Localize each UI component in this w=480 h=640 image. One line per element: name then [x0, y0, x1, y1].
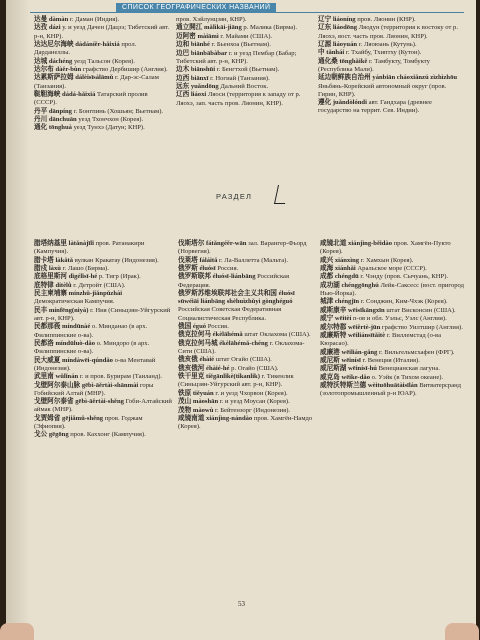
entry-hanzi: 丹川 — [34, 115, 48, 123]
entry-pinyin: mǎlìkāi-jiāng — [204, 24, 242, 32]
entry-russian: р. Малика (Бирма). — [243, 24, 297, 32]
entry-pinyin: wēike-dǎo — [341, 373, 371, 381]
entry-russian: Россия. — [207, 322, 229, 330]
entry-hanzi: 通立開江 — [176, 24, 203, 32]
entry-hanzi: 伐斯塔尔 — [178, 240, 205, 247]
entry-pinyin: wēisīkāngxīn — [348, 306, 385, 314]
entry-pinyin: wēiěrtè-jūn — [348, 323, 381, 331]
entry-hanzi: 丹平 — [34, 107, 48, 115]
entry-pinyin: biānshūi — [190, 66, 216, 74]
entry-pinyin: làkǎtǎ — [55, 256, 74, 264]
entry-pinyin: biānbābàbar — [190, 49, 228, 57]
entry-hanzi: 辽东 — [318, 24, 332, 32]
entry-russian: г. Детройт (США). — [73, 281, 126, 289]
entry-pinyin: làxù — [48, 264, 61, 272]
entry-hanzi: 咸兴 — [320, 256, 334, 264]
entry-hanzi: 迈阿密 — [176, 32, 196, 40]
entry-pinyin: mínfēng(niyà) — [48, 306, 89, 314]
glossary-entry — [318, 16, 464, 24]
entry-hanzi: 达孜 — [34, 24, 48, 32]
entry-pinyin: wǔlǐnán — [55, 373, 79, 381]
entry-hanzi: 俄罗斯苏维埃联邦社会主义共和国 — [178, 289, 277, 297]
entry-pinyin: ditèlǜ — [55, 281, 72, 289]
entry-russian: о. Минданао (в арх. Филиппинские о-ва). — [34, 323, 148, 339]
entry-russian: г. Ногиай (Танзания). — [210, 74, 270, 82]
glossary-entry — [320, 240, 464, 256]
glossary-entry — [34, 24, 170, 40]
page-number: 53 — [238, 600, 245, 608]
entry-pinyin: gēgōng — [48, 431, 69, 439]
entry-pinyin: éluósī-liánbāng — [212, 273, 256, 281]
entry-pinyin: gēbì-āěrtài-shěng — [75, 398, 124, 406]
entry-hanzi: 鞑靼海峡 — [34, 90, 61, 98]
entry-russian: г. Дар-эс-Салам (Танзания). — [34, 74, 159, 90]
glossary-entry — [320, 282, 464, 298]
entry-russian: пров. Хамгён-Намдо (Корея). — [178, 414, 313, 431]
glossary-entry — [178, 265, 316, 273]
entry-pinyin: wēinísī — [341, 356, 361, 364]
entry-russian: Витватерсранд (золотопромышленный р-н ЮАР). — [320, 382, 462, 398]
glossary-entry — [178, 373, 316, 389]
glossary-entry — [320, 349, 464, 357]
entry-russian: г. и пров. Бурирам (Таиланд). — [79, 373, 163, 381]
glossary-entry — [34, 265, 172, 273]
entry-russian: Лейк-Саксесс (вост. пригород Нью-Йорка). — [320, 281, 465, 297]
entry-hanzi: 茂山 — [178, 398, 192, 406]
entry-hanzi: 俄亥俄河 — [178, 364, 205, 372]
entry-hanzi: 威尔特郡 — [320, 323, 347, 331]
entry-hanzi: 戈贾姆省 — [34, 414, 61, 422]
entry-russian: г. Бьенхоа (Вьетнам). — [211, 41, 271, 49]
entry-hanzi: 武里南 — [34, 373, 54, 381]
entry-russian: о-ва Ментавай (Индонезия). — [34, 356, 156, 372]
entry-russian: г. Лашо (Бирма). — [62, 264, 109, 272]
entry-hanzi: 俄克拉何马 — [178, 331, 211, 339]
glossary-entry — [320, 315, 464, 323]
entry-pinyin: míndūluò-dǎo — [55, 339, 96, 347]
entry-russian: Российская Советская Федеративная Социалистическая Республика. — [178, 306, 282, 322]
entry-hanzi: 底格里斯河 — [34, 273, 67, 281]
entry-russian: г. Бенгтхой (Вьетнам). — [216, 66, 280, 74]
entry-russian: г. Тхайбу, Тхиптху (Кутон). — [345, 49, 422, 57]
glossary-entry — [318, 58, 464, 74]
glossary-entry — [34, 415, 172, 431]
entry-russian: г. Бейтензорг (Индонезия). — [215, 406, 291, 414]
entry-russian: г. Ла-Валлетта (Мальта). — [219, 256, 289, 264]
glossary-entry — [176, 50, 312, 66]
entry-pinyin: fátǎngéěr-wān — [206, 240, 247, 247]
entry-hanzi: 腊戍 — [34, 264, 48, 272]
entry-russian: г. Виллемстад (о-ва Кюрасао). — [320, 331, 442, 348]
glossary-entry — [320, 332, 464, 348]
glossary-entry — [320, 307, 464, 315]
glossary-entry — [34, 357, 172, 373]
entry-hanzi: 通化 — [34, 124, 48, 132]
entry-hanzi: 民大威夏 — [34, 356, 61, 364]
glossary-entry — [178, 240, 316, 256]
glossary-entry — [178, 415, 316, 431]
entry-pinyin: liáoyuán — [332, 40, 358, 48]
glossary-entry — [34, 116, 170, 124]
entry-hanzi: 俄国 — [178, 322, 192, 330]
entry-hanzi: 俄罗斯 — [178, 264, 198, 272]
bottom-column-2 — [178, 240, 316, 431]
entry-hanzi: 咸镜北道 — [320, 240, 347, 247]
glossary-entry — [318, 99, 464, 115]
glossary-entry — [34, 373, 172, 381]
entry-russian: горы Гобийский Алтай (МНР). — [34, 381, 154, 397]
glossary-entry — [320, 357, 464, 365]
entry-pinyin: dádáníěr-hǎixiá — [75, 40, 120, 48]
glossary-entry — [178, 273, 316, 289]
glossary-entry — [320, 273, 464, 281]
glossary-entry — [34, 108, 170, 116]
entry-russian: Аральское море (СССР). — [357, 264, 427, 272]
entry-hanzi: 威宁 — [320, 315, 334, 323]
entry-hanzi: 中 — [318, 49, 325, 57]
entry-pinyin: chénggōnghú — [341, 281, 379, 289]
entry-hanzi: 遵化 — [318, 99, 332, 107]
glossary-entry — [320, 365, 464, 373]
entry-pinyin: liáoxi — [190, 91, 207, 99]
glossary-entry — [318, 74, 464, 99]
glossary-entry — [34, 382, 172, 398]
glossary-entry — [318, 41, 464, 49]
entry-russian: уезд Тальсон (Корея). — [73, 57, 135, 65]
entry-pinyin: liáodōng — [332, 24, 358, 32]
bottom-column-3 — [320, 240, 464, 399]
entry-russian: г. Тамбукту, Томбукту (Республика Мали). — [318, 57, 430, 73]
entry-pinyin: biānxī — [190, 74, 209, 82]
entry-pinyin: màiāmì — [197, 32, 219, 40]
entry-hanzi: 达达尼尔海峡 — [34, 40, 74, 48]
glossary-entry — [318, 49, 464, 57]
glossary-entry — [34, 290, 172, 306]
glossary-entry — [34, 398, 172, 414]
entry-hanzi: 辽西 — [176, 91, 190, 99]
entry-russian: Татарский пролив (СССР). — [34, 90, 148, 107]
entry-russian: г. Чэнду (пров. Сычуань, КНР). — [360, 273, 449, 281]
entry-hanzi: 戈壁阿尔泰省 — [34, 398, 74, 406]
entry-russian: зал. Варангер-Фьорд (Норвегия). — [178, 240, 307, 256]
glossary-entry — [178, 331, 316, 339]
entry-hanzi: 俄克拉何马城 — [178, 339, 218, 347]
entry-russian: Россия. — [217, 264, 239, 272]
entry-hanzi: 铁原 — [178, 389, 192, 397]
entry-hanzi: 辽宁 — [318, 16, 332, 23]
entry-russian: штат Огайо (США). — [215, 356, 272, 364]
entry-hanzi: 成都 — [320, 273, 334, 281]
entry-hanzi: 民主柬埔寨 — [34, 290, 67, 298]
glossary-entry — [178, 365, 316, 373]
glossary-entry — [34, 273, 172, 281]
glossary-entry — [34, 41, 170, 57]
entry-hanzi: 边西 — [176, 74, 190, 82]
entry-russian: пров. Каххонг (Кампучия). — [70, 431, 146, 439]
entry-hanzi: 威廉港 — [320, 348, 340, 356]
entry-pinyin: liáoníng — [332, 16, 356, 23]
entry-pinyin: éluósī — [199, 264, 216, 272]
entry-russian: г. Даман (Индия). — [69, 16, 120, 23]
entry-hanzi: 民都洛 — [34, 339, 54, 347]
entry-pinyin: juǎndòlóndi — [332, 99, 367, 107]
entry-pinyin: tiěyuán — [192, 389, 214, 397]
entry-russian: пров. Ляонин (КНР). — [357, 16, 416, 23]
glossary-entry — [176, 16, 312, 24]
entry-pinyin: tǎnhái — [326, 49, 345, 57]
entry-russian: графство Дербишир (Англия). — [82, 65, 168, 73]
entry-hanzi: 威尼斯湖 — [320, 365, 347, 373]
entry-hanzi: 威廉斯特 — [320, 331, 347, 339]
entry-russian: о. Уэйк (в Тихом океане). — [371, 373, 444, 381]
entry-pinyin: xiánhǎi — [334, 264, 356, 272]
glossary-entry — [176, 24, 312, 32]
entry-russian: г. Сонджин, Ким-Чхэк (Корея). — [360, 298, 448, 306]
entry-russian: г. Бонгпинь (Хошьян; Вьетнам). — [73, 107, 164, 115]
glossary-entry — [318, 24, 464, 40]
entry-hanzi: 腊卡塔 — [34, 256, 54, 264]
entry-russian: г. и уезд Чхорвон (Корея). — [215, 389, 288, 397]
entry-pinyin: yánbiān cháoxiǎnzú zìzhìzhōu — [372, 74, 458, 82]
entry-pinyin: chéngdū — [334, 273, 359, 281]
entry-russian: Российская Федерация. — [178, 273, 290, 289]
glossary-entry — [178, 340, 316, 356]
entry-hanzi: 咸海 — [320, 264, 334, 272]
entry-hanzi: 戈壁阿尔泰山脉 — [34, 381, 81, 389]
entry-pinyin: làtǎnàjīlǐ — [68, 240, 94, 247]
top-column-1 — [34, 16, 170, 133]
glossary-entry — [34, 323, 172, 339]
glossary-entry — [34, 58, 170, 66]
entry-hanzi: 腊塔纳基里 — [34, 240, 67, 247]
entry-hanzi: 底特律 — [34, 281, 54, 289]
entry-hanzi: 戈公 — [34, 431, 48, 439]
entry-pinyin: xiánxìng — [334, 256, 360, 264]
glossary-entry — [178, 398, 316, 406]
entry-hanzi: 俄罗斯联邦 — [178, 273, 211, 281]
glossary-entry — [176, 66, 312, 74]
entry-russian: г. Тикенлик (Синьцзян-Уйгурский авт. р-н, КНР). — [178, 373, 294, 389]
entry-pinyin: gēbì-āěrtài-shānmài — [81, 381, 139, 389]
entry-russian: Дальний Восток. — [220, 82, 269, 90]
entry-russian: Яньбянь-Корейский автономный округ (пров. Гирин, КНР). — [318, 82, 447, 98]
entry-hanzi: 威尼斯 — [320, 356, 340, 364]
entry-pinyin: éhàié — [199, 356, 215, 364]
handwritten-mark — [274, 185, 289, 204]
entry-russian: уезд Тхончхон (Корея). — [78, 115, 144, 123]
entry-pinyin: chéngjīn — [334, 298, 360, 306]
entry-russian: пров. Годжам (Эфиопия). — [34, 414, 143, 430]
entry-russian: у. и уезд Дачен (Дацзэ; Тибетский авт. р-н, КНР). — [34, 24, 170, 40]
entry-russian: г. Ния (Синьцзян-Уйгурский авт. р-н, КНР). — [34, 306, 171, 322]
entry-pinyin: wēinísī-hú — [348, 365, 377, 373]
entry-hanzi: 咸镜南道 — [178, 414, 205, 422]
entry-pinyin: gējiǎmǔ-shěng — [62, 414, 104, 422]
glossary-entry — [178, 390, 316, 398]
entry-pinyin: míndàwēi-qúndǎo — [62, 356, 113, 364]
entry-pinyin: dálèisīsàlāmǔ — [75, 74, 114, 82]
entry-russian: г. Майами (США). — [220, 32, 273, 40]
entry-russian: г. Ляоюань (Кутунь). — [358, 40, 417, 48]
top-column-2 — [176, 16, 312, 108]
entry-pinyin: tōnghǎikě — [339, 57, 368, 65]
glossary-entry — [320, 374, 464, 382]
entry-pinyin: dàmàn — [48, 16, 69, 23]
entry-pinyin: dáchéng — [48, 57, 73, 65]
glossary-entry — [34, 91, 170, 107]
glossary-entry — [176, 91, 312, 107]
glossary-entry — [34, 16, 170, 24]
glossary-entry — [34, 282, 172, 290]
glossary-entry — [178, 257, 316, 265]
entry-russian: р. Огайо (США). — [231, 364, 279, 372]
entry-pinyin: wèituōhuātàisīlán — [367, 382, 418, 390]
entry-russian: пров. Ратанакири (Кампучия). — [34, 240, 145, 256]
thumb-left — [0, 623, 34, 640]
entry-pinyin: tiěgānlǐkè(tikanlik) — [206, 373, 260, 381]
entry-pinyin: míndūnàé — [62, 323, 91, 331]
entry-russian: Гоби-Алтайский аймак (МНР). — [34, 398, 172, 414]
entry-russian: прол. Дарданеллы. — [34, 40, 137, 57]
entry-pinyin: éluósī sūwéiāi liánbāng shèhuìzhǔyì gònghéguó — [178, 289, 295, 306]
entry-hanzi: 达累斯萨拉姆 — [34, 74, 74, 82]
entry-hanzi: 铁干里克 — [178, 373, 205, 381]
glossary-entry — [176, 33, 312, 41]
entry-russian: авт. Гандхара (древнее государство на террит. Сев. Индии). — [318, 99, 432, 115]
top-column-3 — [318, 16, 464, 116]
glossary-entry — [176, 83, 312, 91]
entry-pinyin: wēilián-gǎng — [341, 348, 378, 356]
glossary-entry — [320, 265, 464, 273]
running-header: СПИСОК ГЕОГРАФИЧЕСКИХ НАЗВАНИЙ — [116, 3, 276, 13]
entry-hanzi: 城津 — [320, 298, 334, 306]
entry-pinyin: fáláitǎ — [199, 256, 218, 264]
entry-russian: г. Оклахома-Сити (США). — [178, 339, 305, 355]
entry-hanzi: 威特沃特斯兰德 — [320, 382, 367, 390]
glossary-entry — [34, 74, 170, 90]
entry-pinyin: ékèlāhémǎ — [212, 331, 243, 339]
section-heading: РАЗДЕЛ — [216, 192, 253, 201]
entry-hanzi: 达城 — [34, 57, 48, 65]
entry-pinyin: dádá-hǎixiá — [62, 90, 96, 98]
entry-pinyin: xiánjìng-běidào — [348, 240, 392, 247]
glossary-entry — [178, 323, 316, 331]
glossary-entry — [178, 356, 316, 364]
entry-pinyin: tōnghuà — [48, 124, 72, 132]
entry-russian: Венецианская лагуна. — [378, 365, 440, 373]
entry-pinyin: éguó — [192, 322, 207, 330]
entry-russian: пров. Хамгён-Пукто (Корея). — [320, 240, 451, 256]
entry-russian: Демократическая Кампучия. — [34, 298, 115, 306]
entry-russian: уезд Тунхэ (Датун; КНР). — [73, 124, 145, 132]
glossary-entry — [34, 240, 172, 256]
entry-pinyin: màowù — [192, 406, 214, 414]
entry-russian: графство Уилтшир (Англия). — [381, 323, 463, 331]
entry-hanzi: 边和 — [176, 41, 190, 49]
entry-russian: р. Тигр (Ирак). — [98, 273, 141, 281]
entry-russian: вулкан Кракатау (Индонезия). — [74, 256, 159, 264]
entry-pinyin: wēitèí — [334, 315, 352, 323]
entry-hanzi: 民都那莪 — [34, 323, 61, 331]
glossary-entry — [176, 75, 312, 83]
entry-pinyin: yuǎndōng — [190, 82, 219, 90]
entry-hanzi: 辽源 — [318, 40, 332, 48]
entry-hanzi: 威斯康辛 — [320, 306, 347, 314]
glossary-entry — [320, 257, 464, 265]
entry-hanzi: 达曼 — [34, 16, 48, 23]
entry-hanzi: 达尔布 — [34, 65, 54, 73]
entry-hanzi: 成功湖 — [320, 281, 340, 289]
glossary-entry — [34, 431, 172, 439]
entry-pinyin: ékèlāhémǎ-chéng — [219, 339, 268, 347]
entry-russian: г. Венеция (Италия). — [362, 356, 420, 364]
page-gutter — [6, 0, 30, 640]
glossary-entry — [34, 257, 172, 265]
glossary-entry — [320, 382, 464, 398]
entry-hanzi: 远东 — [176, 82, 190, 90]
entry-russian: о. Миндоро (в арх. Филиппинские о-ва). — [34, 339, 150, 356]
entry-hanzi: 威克岛 — [320, 373, 340, 381]
entry-pinyin: màoshān — [192, 398, 219, 406]
glossary-entry — [34, 340, 172, 356]
entry-russian: штат Висконсин (США). — [386, 306, 456, 314]
entry-pinyin: dázi — [48, 24, 61, 32]
entry-russian: Ляодун (территория к востоку от р. Ляохэ, вост. часть пров. Ляонин, КНР). — [318, 24, 458, 40]
entry-russian: п-ов и обл. Уэльс, Уэлс (Англия). — [352, 315, 447, 323]
entry-pinyin: éhàié-hé — [206, 364, 230, 372]
entry-russian: Ляоси (территория к западу от р. Ляохэ, зап. часть пров. Ляонин, КНР). — [176, 91, 301, 107]
glossary-entry — [34, 307, 172, 323]
glossary-entry — [320, 298, 464, 306]
entry-hanzi: 边木 — [176, 66, 190, 74]
entry-hanzi: 边巴 — [176, 49, 190, 57]
entry-pinyin: biānhé — [190, 41, 210, 49]
glossary-entry — [34, 66, 170, 74]
dictionary-page — [6, 0, 476, 640]
entry-pinyin: xiánjìng-nándào — [206, 414, 253, 422]
entry-russian: пров. Хэйлунцзян, КНР). — [176, 16, 247, 23]
glossary-entry — [320, 324, 464, 332]
entry-pinyin: dānpíng — [48, 107, 72, 115]
glossary-entry — [176, 41, 312, 49]
entry-hanzi: 通化桑 — [318, 57, 338, 65]
entry-pinyin: mínzhǔ-jiǎnpǔzhài — [68, 290, 123, 298]
entry-russian: г. и уезд Пембар (Бабар; Тибетский авт. р-н, КНР). — [176, 49, 297, 65]
entry-russian: г. Вильгельмсхафен (ФРГ). — [379, 348, 455, 356]
entry-russian: г. и уезд Моусан (Корея). — [219, 398, 290, 406]
entry-hanzi: 伐莱塔 — [178, 256, 198, 264]
entry-pinyin: wēiliánsītǎitè — [348, 331, 386, 339]
bottom-column-1 — [34, 240, 172, 440]
glossary-entry — [178, 407, 316, 415]
entry-pinyin: dàěr-bùn — [55, 65, 82, 73]
entry-hanzi: 延边朝鲜族自治州 — [318, 74, 371, 82]
entry-hanzi: 茂物 — [178, 406, 192, 414]
entry-russian: штат Оклахома (США). — [244, 331, 311, 339]
glossary-entry — [34, 124, 170, 132]
entry-hanzi: 民丰 — [34, 306, 48, 314]
entry-russian: г. Хамхын (Корея). — [360, 256, 414, 264]
thumb-right — [445, 623, 479, 640]
entry-pinyin: dǐgélǐsī-hé — [68, 273, 98, 281]
glossary-entry — [178, 290, 316, 323]
entry-pinyin: dānchuān — [48, 115, 77, 123]
entry-hanzi: 俄亥俄 — [178, 356, 198, 364]
